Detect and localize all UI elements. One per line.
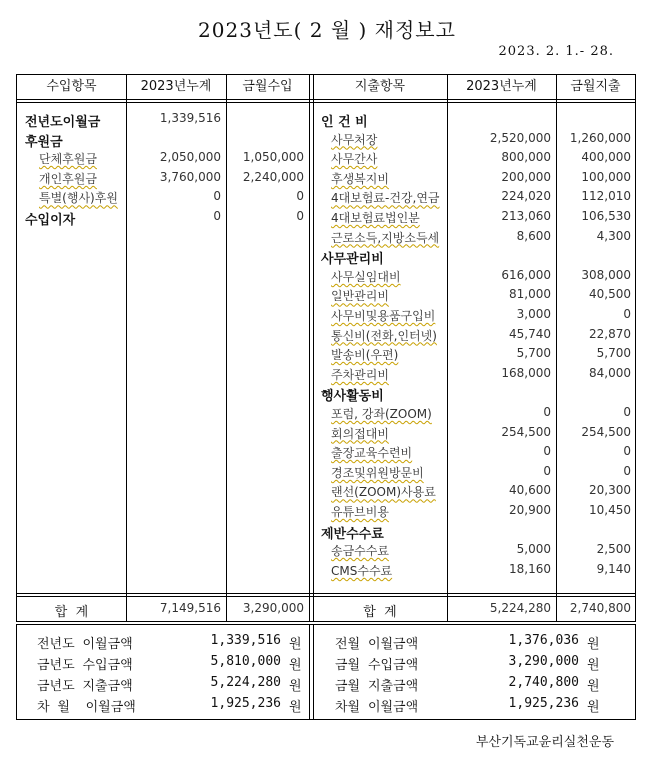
expense-row-month: 112,010	[581, 189, 631, 204]
income-row-ytd: 2,050,000	[159, 150, 221, 165]
income-row-month: 0	[296, 209, 304, 223]
income-row-ytd: 1,339,516	[159, 111, 221, 125]
totals-divider-double	[17, 596, 635, 597]
expense-row-ytd: 224,020	[501, 189, 551, 204]
expense-row-month: 0	[623, 463, 631, 478]
income-row-ytd: 3,760,000	[159, 169, 221, 184]
expense-row-label: 사무간사	[331, 152, 378, 167]
header-divider-double	[17, 102, 635, 103]
expense-row-month: 5,700	[596, 346, 631, 361]
expense-row-label: 사무관리비	[321, 252, 384, 268]
summary_left-value: 5,810,000	[210, 654, 281, 669]
summary_right-unit: 원	[587, 679, 600, 694]
col-divider-double	[313, 75, 314, 621]
expense-row-ytd: 45,740	[509, 326, 551, 341]
income-row-label: 후원금	[25, 134, 63, 150]
expense-row-month: 10,450	[589, 503, 631, 517]
header-divider	[17, 99, 635, 100]
expense-row-month: 308,000	[581, 267, 631, 282]
col-divider	[309, 75, 310, 621]
expense-row-ytd: 254,500	[501, 424, 551, 439]
report-title: 2023년도( 2 월 ) 재정보고	[198, 18, 456, 42]
expense-row-ytd: 18,160	[509, 561, 551, 576]
expense-row-ytd: 3,000	[516, 307, 551, 321]
income-total-label: 합 계	[54, 605, 89, 620]
expense-row-label: 경조및위원방문비	[331, 465, 424, 480]
header-income-month: 금월수입	[242, 79, 293, 94]
expense-row-month: 106,530	[581, 209, 631, 223]
expense-row-label: 회의접대비	[331, 426, 389, 441]
summary_left-value: 1,925,236	[210, 696, 281, 711]
expense-row-ytd: 40,600	[509, 483, 551, 498]
expense-row-label: 4대보험료법인분	[331, 211, 420, 225]
expense-row-label: 후생복지비	[331, 171, 389, 186]
expense-row-ytd: 616,000	[501, 267, 551, 282]
income-row-label: 전년도이월금	[25, 115, 101, 130]
income-row-month: 0	[296, 189, 304, 204]
expense-row-label: 사무비및용품구입비	[331, 309, 436, 323]
summary_right-value: 2,740,800	[508, 675, 579, 690]
header-expense-ytd: 2023년누계	[466, 79, 537, 94]
summary-divider	[309, 625, 310, 719]
expense-row-ytd: 0	[543, 405, 551, 419]
expense-row-label: 제반수수료	[321, 526, 384, 542]
expense-total-label: 합 계	[363, 605, 397, 620]
summary_right-label: 전월 이월금액	[335, 637, 419, 652]
expense-row-label: 행사활동비	[321, 389, 384, 405]
expense-row-label: 출장교육수련비	[331, 446, 413, 461]
summary_right-value: 1,376,036	[508, 633, 579, 648]
summary_left-value: 5,224,280	[210, 675, 281, 690]
income-row-ytd: 0	[213, 189, 221, 204]
summary_left-label: 차 월 이월금액	[37, 700, 136, 715]
summary_left-unit: 원	[289, 679, 302, 694]
expense-row-label: 사무처장	[331, 132, 378, 147]
expense-row-month: 1,260,000	[569, 130, 631, 145]
summary_right-unit: 원	[587, 700, 600, 715]
expense-row-month: 0	[623, 307, 631, 321]
income-row-label: 수입이자	[25, 213, 76, 228]
summary_right-value: 1,925,236	[508, 696, 579, 711]
summary_right-label: 차월 이월금액	[335, 700, 419, 715]
expense-row-month: 84,000	[589, 365, 631, 380]
expense-row-label: 랜선(ZOOM)사용료	[331, 485, 436, 500]
expense-total-ytd: 5,224,280	[489, 601, 551, 615]
expense-row-month: 400,000	[581, 150, 631, 165]
expense-row-month: 4,300	[596, 228, 631, 243]
summary-box	[16, 624, 636, 720]
expense-row-ytd: 0	[543, 463, 551, 478]
expense-row-ytd: 213,060	[501, 209, 551, 223]
expense-row-month: 2,500	[596, 542, 631, 557]
expense-row-ytd: 8,600	[516, 228, 551, 243]
header-income-item: 수입항목	[46, 79, 97, 94]
expense-row-label: 주차관리비	[331, 367, 389, 382]
expense-row-label: 4대보험료-건강,연금	[331, 191, 440, 206]
organization-name: 부산기독교윤리실천운동	[475, 735, 614, 750]
income-row-month: 2,240,000	[242, 169, 304, 184]
expense-row-ytd: 0	[543, 444, 551, 459]
expense-total-month: 2,740,800	[569, 601, 631, 615]
income-row-month: 1,050,000	[242, 150, 304, 165]
expense-row-month: 100,000	[581, 169, 631, 184]
expense-row-label: 일반관리비	[331, 289, 389, 304]
totals-divider	[17, 593, 635, 594]
summary_right-value: 3,290,000	[508, 654, 579, 669]
expense-row-ytd: 800,000	[501, 150, 551, 165]
expense-row-month: 254,500	[581, 424, 631, 439]
income-row-ytd: 0	[213, 209, 221, 223]
summary_left-label: 금년도 지출금액	[37, 679, 133, 694]
income-row-label: 단체후원금	[39, 152, 97, 167]
expense-row-label: 근로소득,지방소득세	[331, 230, 440, 245]
expense-row-ytd: 2,520,000	[489, 130, 551, 145]
expense-row-month: 22,870	[589, 326, 631, 341]
expense-row-label: CMS수수료	[331, 563, 393, 578]
header-income-ytd: 2023년누계	[140, 79, 212, 94]
expense-row-label: 유튜브비용	[331, 505, 389, 519]
expense-row-month: 40,500	[589, 287, 631, 302]
expense-row-ytd: 5,700	[516, 346, 551, 361]
summary_left-label: 전년도 이월금액	[37, 637, 133, 652]
expense-row-ytd: 200,000	[501, 169, 551, 184]
expense-row-label: 발송비(우편)	[331, 348, 399, 363]
summary_right-unit: 원	[587, 637, 600, 652]
expense-row-month: 0	[623, 405, 631, 419]
expense-row-label: 인 건 비	[321, 115, 368, 130]
expense-row-ytd: 168,000	[501, 365, 551, 380]
summary_left-unit: 원	[289, 637, 302, 652]
header-expense-month: 금월지출	[570, 79, 621, 94]
expense-row-month: 20,300	[589, 483, 631, 498]
expense-row-label: 통신비(전화,인터넷)	[331, 328, 437, 343]
expense-row-ytd: 5,000	[516, 542, 551, 557]
summary_right-label: 금월 수입금액	[335, 658, 419, 673]
expense-row-ytd: 81,000	[509, 287, 551, 302]
income-total-month: 3,290,000	[242, 601, 304, 615]
income-total-ytd: 7,149,516	[159, 601, 221, 615]
expense-row-month: 0	[623, 444, 631, 459]
report-period: 2023. 2. 1.- 28.	[498, 44, 614, 59]
summary_left-value: 1,339,516	[210, 633, 281, 648]
finance-table	[16, 74, 636, 622]
summary-divider-double	[313, 625, 314, 719]
summary_right-label: 금월 지출금액	[335, 679, 419, 694]
expense-row-month: 9,140	[596, 561, 631, 576]
header-expense-item: 지출항목	[354, 79, 406, 94]
expense-row-ytd: 20,900	[509, 503, 551, 517]
summary_left-unit: 원	[289, 658, 302, 673]
expense-row-label: 포럼, 강좌(ZOOM)	[331, 407, 432, 421]
income-row-label: 특별(행사)후원	[39, 191, 118, 206]
summary_left-unit: 원	[289, 700, 302, 715]
income-row-label: 개인후원금	[39, 171, 97, 186]
summary_left-label: 금년도 수입금액	[37, 658, 133, 673]
summary_right-unit: 원	[587, 658, 600, 673]
expense-row-label: 송금수수료	[331, 544, 389, 559]
expense-row-label: 사무실임대비	[331, 269, 401, 284]
